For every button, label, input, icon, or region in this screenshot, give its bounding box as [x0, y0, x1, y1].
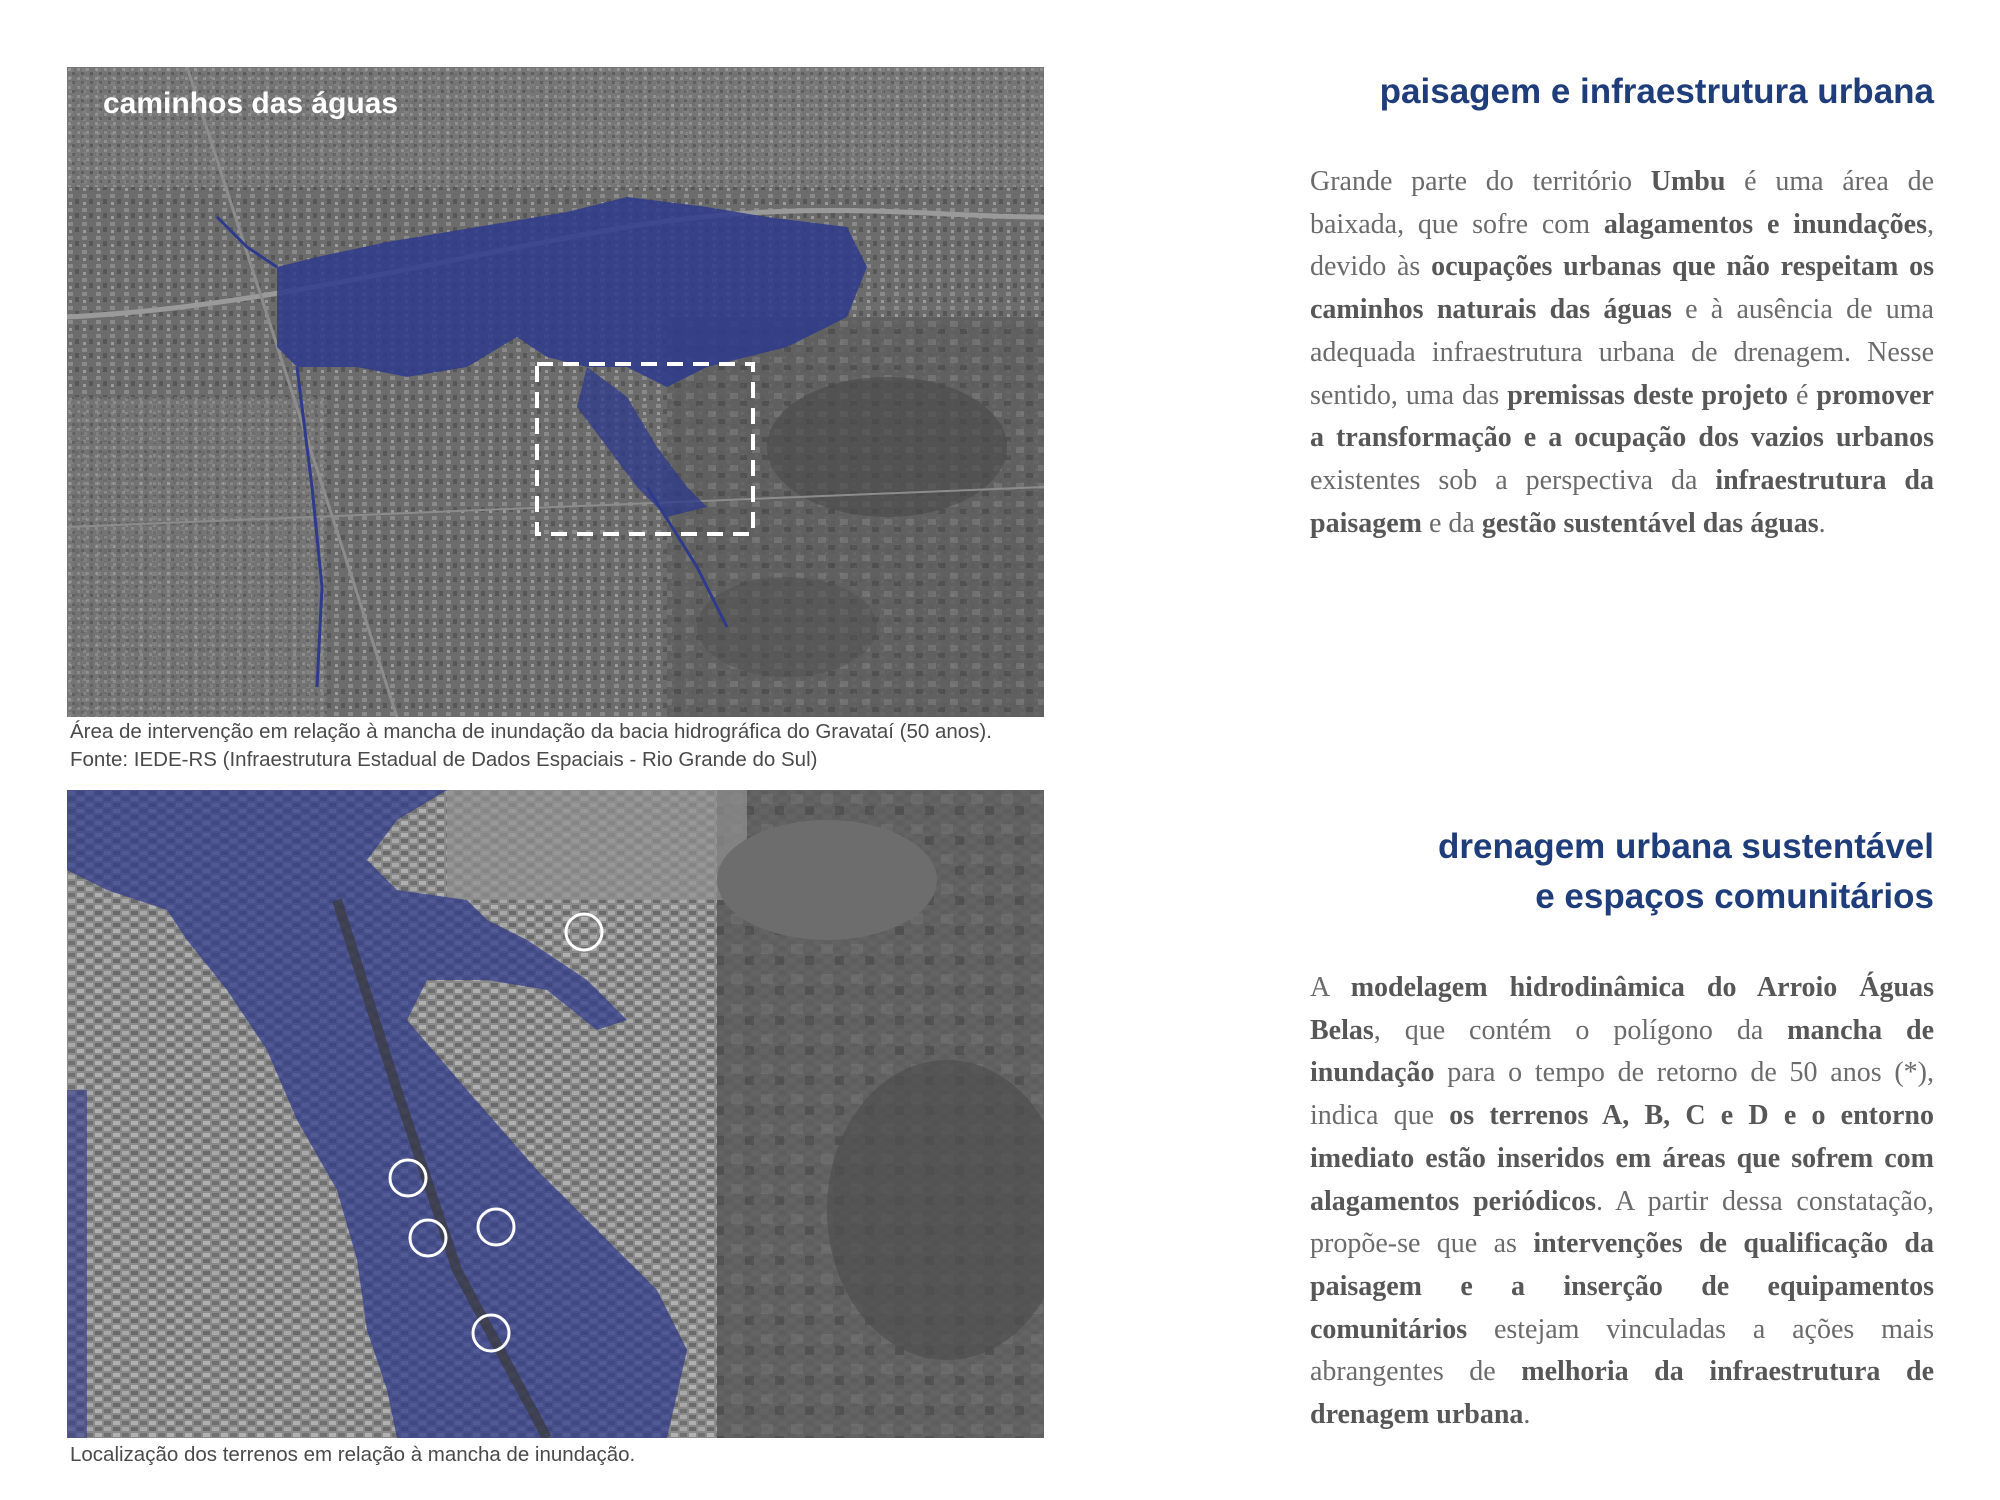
flood-map-detail	[67, 790, 1044, 1438]
emphasis-text: mancha de inundação	[1310, 1014, 1934, 1089]
satellite-image-overview	[67, 67, 1044, 717]
body-text-run: existentes sob a perspectiva da	[1310, 464, 1716, 496]
map-title: caminhos das águas	[103, 87, 399, 120]
flood-map-overview	[67, 67, 1044, 717]
emphasis-text: gestão sustentável das águas	[1481, 507, 1819, 539]
body-text-run: , que contém o polígono da	[1373, 1014, 1788, 1046]
body-text-run: e à ausência de uma adequada infraestrutura urbana de drenagem. Nesse sentido, uma das	[1310, 294, 1934, 411]
emphasis-text: Umbu	[1650, 166, 1726, 197]
body-text-run: .	[1818, 507, 1826, 539]
section-paragraph-landscape	[1310, 161, 1934, 545]
map-caption-bottom: Localização dos terrenos em relação à mancha de inundação.	[70, 1443, 636, 1466]
section-heading-landscape: paisagem e infraestrutura urbana	[1379, 72, 1934, 111]
satellite-image-detail	[67, 790, 1044, 1438]
body-text-run: Grande parte do território	[1310, 166, 1651, 197]
emphasis-text: os terrenos A, B, C e D e o entorno imediato estão inseridos em áreas que sofrem com alagamentos periódicos	[1310, 1100, 1934, 1217]
body-text-run: .	[1523, 1399, 1531, 1431]
body-text-run: A	[1310, 972, 1351, 1003]
body-text-run: . A partir dessa constatação, propõe-se que as	[1310, 1185, 1934, 1260]
body-text-run: estejam vinculadas a ações mais abrangentes de	[1310, 1313, 1934, 1388]
emphasis-text: premissas deste projeto	[1507, 379, 1789, 411]
section-heading-drainage-line2: e espaços comunitários	[1535, 877, 1934, 916]
body-text-run: e da	[1422, 507, 1482, 539]
section-heading-drainage-line1: drenagem urbana sustentável	[1438, 827, 1934, 866]
body-text-run: é uma área de baixada, que sofre com	[1310, 166, 1934, 240]
section-heading-drainage	[1234, 822, 1934, 922]
emphasis-text: ocupações urbanas que não respeitam os caminhos naturais das águas	[1310, 251, 1934, 326]
body-text-run: para o tempo de retorno de 50 anos (*), indica que	[1310, 1057, 1934, 1132]
emphasis-text: intervenções de qualificação da paisagem e a inserção de equipamentos comunitários	[1310, 1228, 1934, 1345]
emphasis-text: promover a transformação e a ocupação dos vazios urbanos	[1310, 379, 1934, 454]
body-text-run: é	[1788, 379, 1817, 411]
emphasis-text: melhoria da infraestrutura de drenagem urbana	[1310, 1356, 1934, 1431]
emphasis-text: alagamentos e inundações	[1603, 208, 1927, 240]
emphasis-text: infraestrutura da paisagem	[1310, 464, 1935, 539]
section-paragraph-drainage	[1310, 967, 1934, 1437]
emphasis-text: modelagem hidrodinâmica do Arroio Águas Belas	[1310, 972, 1934, 1046]
map-caption-top: Área de intervenção em relação à mancha de inundação da bacia hidrográfica do Gravataí (50 anos). Fonte: IEDE-RS (Infraestrutura Estadual de Dados Espaciais - Rio Grande do Sul)	[70, 720, 992, 771]
body-text-run: , devido às	[1310, 208, 1934, 283]
